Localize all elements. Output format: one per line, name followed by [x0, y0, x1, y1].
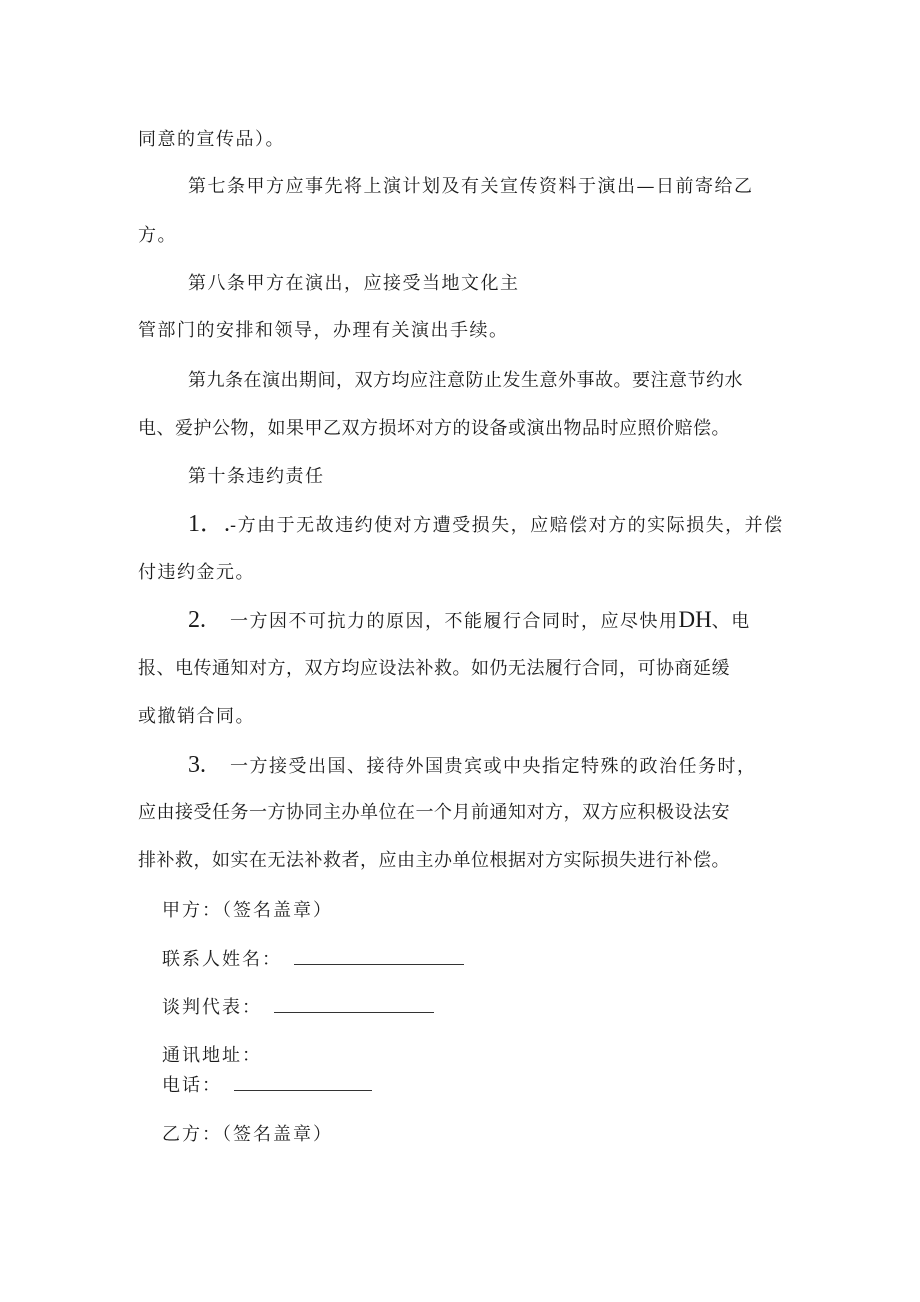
address-label: 通讯地址： [162, 1045, 262, 1066]
item-number: 2. [188, 607, 206, 633]
phone-label: 电话： [162, 1075, 222, 1096]
article-7: 第七条甲方应事先将上演计划及有关宣传资料于演出—日前寄给乙 [188, 176, 754, 197]
liability-item-3 [188, 753, 757, 779]
text-line: 应由接受任务一方协同主办单位在一个月前通知对方，双方应积极设法安 [138, 802, 730, 823]
item-text-latin: DH [678, 607, 712, 632]
party-b-signature: 乙方：（签名盖章） [162, 1124, 333, 1145]
item-text: 一方因不可抗力的原因，不能履行合同时，应尽快用 [230, 611, 679, 632]
text-line: 排补救，如实在无法补救者，应由主办单位根据对方实际损失进行补偿。 [138, 850, 730, 871]
phone-blank[interactable] [234, 1074, 372, 1091]
text-line: 方。 [138, 225, 177, 246]
phone-row [162, 1074, 372, 1098]
item-number: 1．. [188, 511, 230, 537]
contact-name-blank[interactable] [294, 948, 464, 965]
item-text: 一方接受出国、接待外国贵宾或中央指定特殊的政治任务时， [230, 756, 757, 777]
article-8: 第八条甲方在演出，应接受当地文化主 [188, 273, 520, 294]
text-line: 管部门的安排和领导，办理有关演出手续。 [138, 320, 509, 341]
contact-name-label: 联系人姓名： [162, 949, 282, 970]
text-line: 电、爱护公物，如果甲乙双方损坏对方的设备或演出物品时应照价赔偿。 [138, 418, 730, 439]
text-line: 付违约金元。 [138, 562, 255, 583]
text-line: 或撤销合同。 [138, 706, 255, 727]
liability-item-1 [188, 512, 784, 538]
text-line: 同意的宣传品）。 [138, 129, 285, 150]
item-number: 3. [188, 752, 206, 778]
contact-name-row [162, 948, 464, 972]
item-text: -方由于无故违约使对方遭受损失，应赔偿对方的实际损失，并偿 [230, 515, 784, 536]
item-text: 、电 [711, 611, 751, 632]
negotiator-label: 谈判代表： [162, 997, 262, 1018]
negotiator-blank[interactable] [274, 996, 434, 1013]
article-10-heading: 第十条违约责任 [188, 466, 325, 487]
liability-item-2 [188, 608, 751, 634]
party-a-signature: 甲方：（签名盖章） [162, 900, 333, 921]
negotiator-row [162, 996, 434, 1020]
text-line: 报、电传通知对方，双方均应设法补救。如仍无法履行合同，可协商延缓 [138, 658, 730, 679]
article-9: 第九条在演出期间，双方均应注意防止发生意外事故。要注意节约水 [188, 370, 743, 391]
